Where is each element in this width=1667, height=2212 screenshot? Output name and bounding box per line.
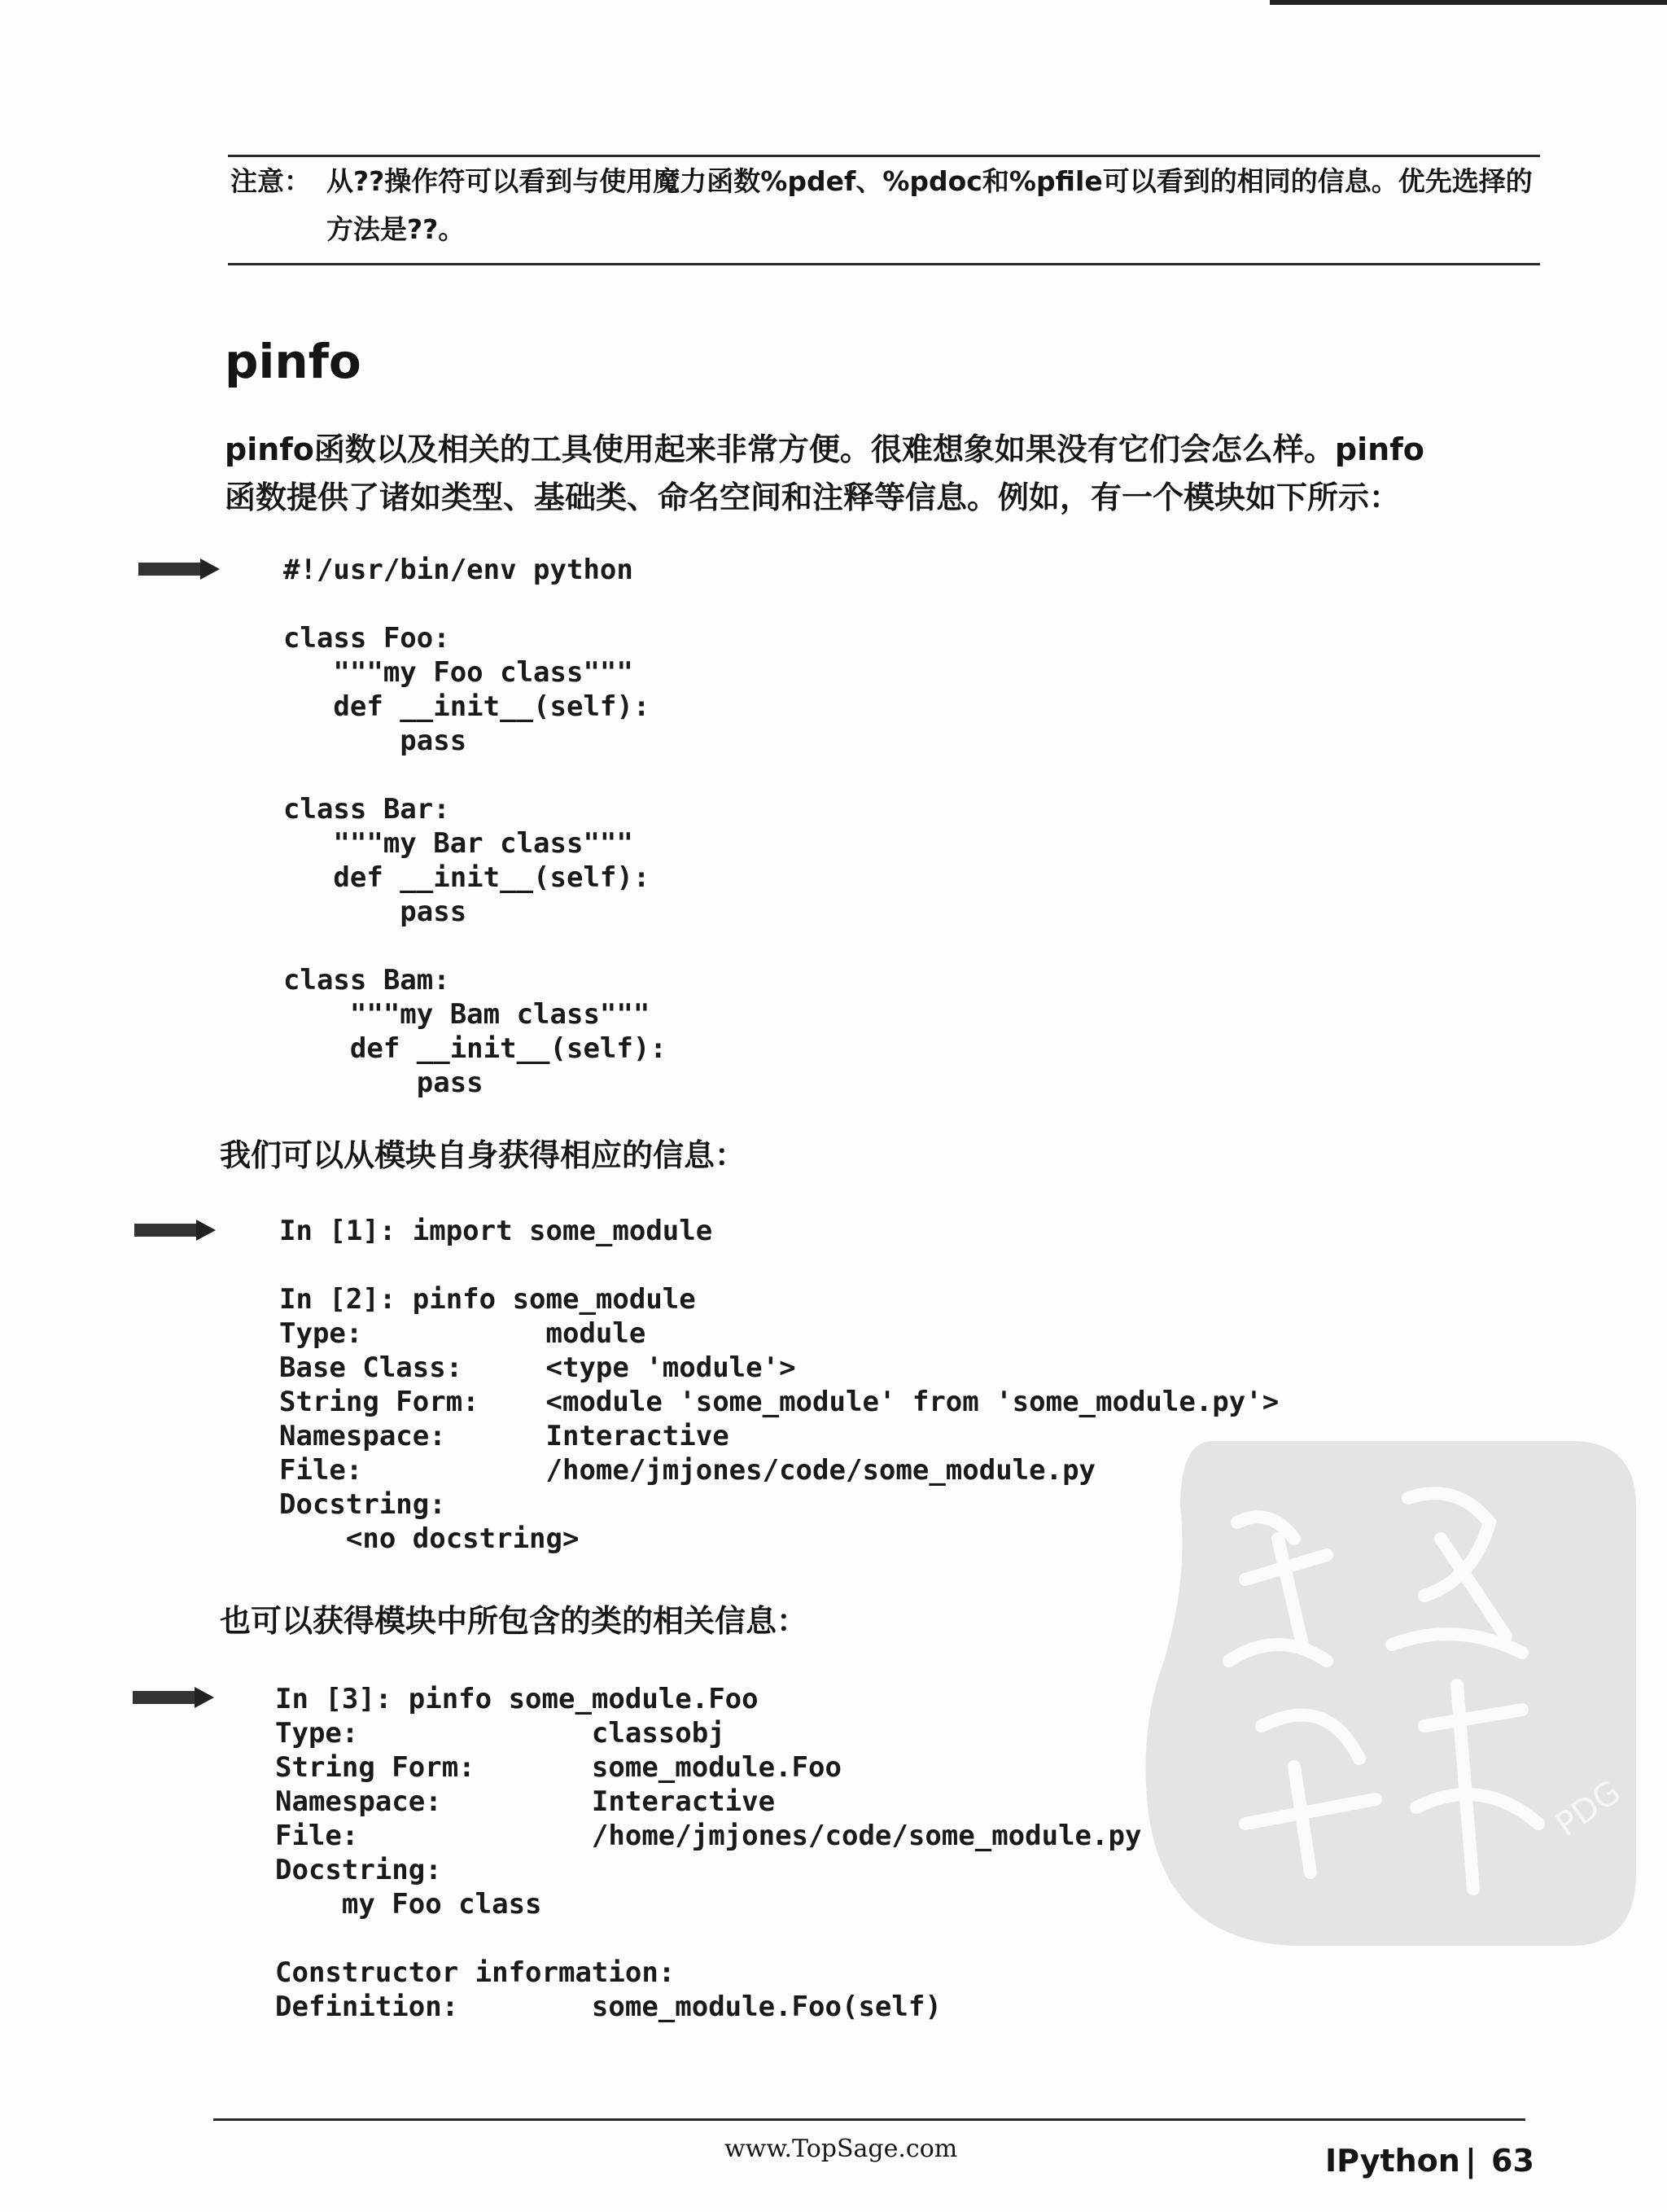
footer-book-title: IPython	[1325, 2143, 1460, 2179]
note-bottom-rule	[228, 263, 1540, 265]
arrow-marker-icon	[138, 558, 220, 580]
note-text: 从??操作符可以看到与使用魔力函数%pdef、%pdoc和%pfile可以看到的相同的信息。优先选择的方法是??。	[326, 165, 1533, 245]
text-class-info: 也可以获得模块中所包含的类的相关信息：	[220, 1603, 808, 1639]
footer-url: www.TopSage.com	[724, 2135, 958, 2163]
intro-line-2: 函数提供了诸如类型、基础类、命名空间和注释等信息。例如，有一个模块如下所示：	[225, 480, 1401, 515]
page-number: 63	[1491, 2143, 1534, 2179]
code-module-listing: #!/usr/bin/env python class Foo: """my Foo class""" def __init__(self): pass class Bar: """my Bar class""" def __init__(self): pass class Bam: """my Bam class""" def __init__(self): pass	[283, 554, 667, 1099]
footer-separator: |	[1465, 2143, 1477, 2179]
note-label: 注意：	[230, 165, 311, 197]
watermark-seal	[1115, 1417, 1660, 1970]
arrow-marker-icon	[133, 1687, 214, 1708]
code-pinfo-module: In [1]: import some_module In [2]: pinfo some_module Type: module Base Class: <type 'module'> String Form: <module 'some_module' from 'some_module.py'> Namespace: Interactive File: /home/jmjones/code/some_module.py Docstring: <no docstring>	[279, 1215, 1280, 1555]
footer-rule	[213, 2118, 1525, 2121]
page-edge-mark	[1270, 0, 1667, 5]
text-module-info: 我们可以从模块自身获得相应的信息：	[220, 1137, 746, 1173]
section-title: pinfo	[225, 334, 361, 389]
arrow-marker-icon	[134, 1220, 216, 1241]
intro-line-1: pinfo函数以及相关的工具使用起来非常方便。很难想象如果没有它们会怎么样。pinfo	[225, 431, 1424, 467]
code-pinfo-class: In [3]: pinfo some_module.Foo Type: classobj String Form: some_module.Foo Namespace: Interactive File: /home/jmjones/code/some_module.py Docstring: my Foo class Constructor information: Definition: some_module.Foo(self)	[275, 1683, 1142, 2023]
watermark-text: PDG	[1548, 1773, 1628, 1844]
